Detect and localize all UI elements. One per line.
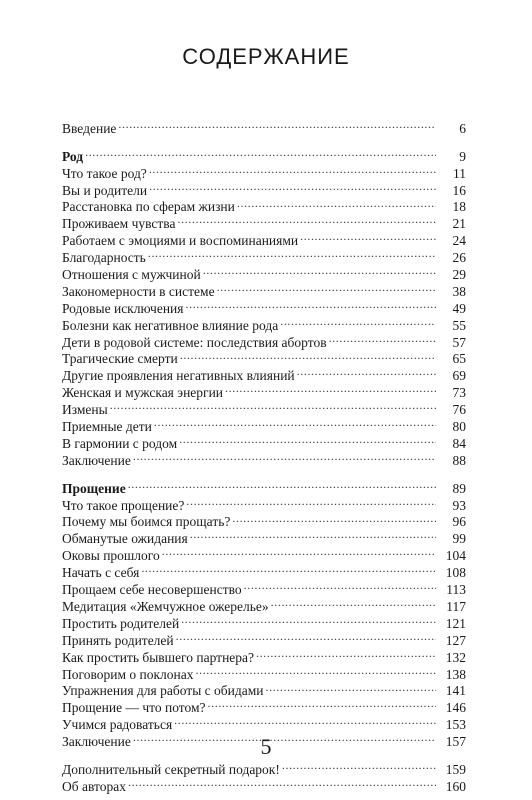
toc-entry-label: Дополнительный секретный подарок! — [62, 761, 280, 777]
toc-entry-page: 6 — [459, 120, 466, 136]
toc-entry-page: 117 — [446, 598, 466, 614]
toc-entry-label: Оковы прошлого — [62, 548, 160, 564]
toc-entry-label: Что такое род? — [62, 165, 147, 181]
toc-entry-label: Вы и родители — [62, 182, 148, 198]
toc-entry-label: Трагические смерти — [62, 351, 178, 367]
toc-entry-page: 153 — [445, 717, 466, 733]
dot-leader — [217, 279, 436, 296]
toc-entry-label: Прощение — что потом? — [62, 700, 206, 716]
dot-leader — [180, 347, 436, 364]
toc-entry-page: 96 — [452, 514, 466, 530]
dot-leader — [256, 645, 436, 662]
toc-entry-page: 146 — [445, 700, 466, 716]
page-title: СОДЕРЖАНИЕ — [182, 44, 350, 69]
dot-leader — [237, 195, 436, 212]
toc-entry-page: 113 — [446, 582, 466, 598]
dot-leader — [154, 414, 436, 431]
toc-entry-label: Об авторах — [62, 778, 126, 794]
toc-entry-page: 18 — [452, 199, 466, 215]
dot-leader — [329, 330, 436, 347]
toc-entry-label: Дети в родовой системе: последствия абортов — [62, 334, 327, 350]
dot-leader — [176, 628, 436, 645]
dot-leader — [128, 476, 436, 493]
dot-leader — [244, 577, 436, 594]
toc-entry-page: 132 — [445, 649, 466, 665]
toc-entry — [62, 397, 466, 418]
dot-leader — [128, 774, 436, 791]
toc-entry-label: Упражнения для работы с обидами — [62, 683, 264, 699]
dot-leader — [300, 228, 436, 245]
toc-entry-page: 88 — [452, 452, 466, 468]
toc-entry-label: Заключение — [62, 734, 131, 750]
toc-entry-page: 84 — [452, 435, 466, 451]
dot-leader — [280, 313, 436, 330]
dot-leader — [110, 397, 436, 414]
toc-entry-page: 80 — [452, 419, 466, 435]
dot-leader — [141, 560, 436, 577]
toc-entry-page: 26 — [452, 250, 466, 266]
toc-entry-label: Обманутые ожидания — [62, 531, 188, 547]
dot-leader — [133, 448, 436, 465]
dot-leader — [186, 493, 436, 510]
section-entries — [62, 161, 466, 468]
dot-leader — [265, 679, 436, 696]
appendix-entries — [62, 757, 466, 794]
table-of-contents — [62, 116, 466, 794]
dot-leader — [162, 543, 436, 560]
toc-entry-label: Другие проявления негативных влияний — [62, 368, 295, 384]
dot-leader — [149, 161, 436, 178]
dot-leader — [208, 695, 436, 712]
toc-entry-page: 99 — [452, 531, 466, 547]
toc-entry-page: 93 — [452, 497, 466, 513]
toc-entry-page: 29 — [452, 267, 466, 283]
toc-entry-page: 160 — [445, 778, 466, 794]
toc-entry-intro — [62, 116, 466, 136]
toc-entry-page: 38 — [452, 283, 466, 299]
toc-entry-label: Простить родителей — [62, 615, 180, 631]
toc-entry-label: Медитация «Жемчужное ожерелье» — [62, 598, 269, 614]
toc-entry — [62, 414, 466, 435]
toc-entry-page: 127 — [445, 632, 466, 648]
dot-leader — [196, 662, 437, 679]
toc-entry-page: 141 — [445, 683, 466, 699]
toc-entry-page: 73 — [452, 385, 466, 401]
toc-entry-page: 57 — [452, 334, 466, 350]
toc-entry-page: 24 — [452, 233, 466, 249]
toc-entry-label: Прощаем себе несовершенство — [62, 582, 242, 598]
toc-entry-label: Расстановка по сферам жизни — [62, 199, 235, 215]
dot-leader — [85, 144, 436, 161]
toc-entry-label: Приемные дети — [62, 419, 152, 435]
dot-leader — [148, 245, 436, 262]
dot-leader — [190, 526, 436, 543]
toc-entry-page: 104 — [445, 548, 466, 564]
toc-entry-label: В гармонии с родом — [62, 435, 178, 451]
section-spacer — [62, 133, 466, 144]
dot-leader — [232, 510, 436, 527]
toc-entry-page: 157 — [445, 734, 466, 750]
dot-leader — [271, 594, 436, 611]
dot-leader — [203, 262, 436, 279]
toc-entry-label: Что такое прощение? — [62, 497, 185, 513]
toc-entry-label: Как простить бывшего партнера? — [62, 649, 255, 665]
toc-entry-label: Введение — [62, 120, 117, 136]
toc-entry-label: Поговорим о поклонах — [62, 666, 194, 682]
dot-leader — [149, 178, 436, 195]
toc-entry-label: Начать с себя — [62, 565, 140, 581]
toc-section-heading — [62, 476, 466, 496]
toc-entry-page: 69 — [452, 368, 466, 384]
toc-entry-page: 76 — [452, 402, 466, 418]
toc-entry-page: 21 — [452, 216, 466, 232]
section-heading-label: Прощение — [62, 480, 126, 496]
dot-leader — [181, 611, 436, 628]
toc-entry-label: Родовые исключения — [62, 300, 184, 316]
toc-entry-page: 159 — [445, 761, 466, 777]
toc-entry-page: 65 — [452, 351, 466, 367]
toc-entry-label: Отношения с мужчиной — [62, 267, 201, 283]
section-entries — [62, 493, 466, 750]
section-heading-page: 89 — [452, 480, 466, 496]
dot-leader — [179, 431, 436, 448]
section-heading-page: 9 — [459, 148, 466, 164]
toc-entry-label: Принять родителей — [62, 632, 174, 648]
toc-entry-label: Работаем с эмоциями и воспоминаниями — [62, 233, 299, 249]
toc-entry-label: Учимся радоваться — [62, 717, 173, 733]
toc-entry-label: Благодарность — [62, 250, 146, 266]
toc-entry-page: 16 — [452, 182, 466, 198]
toc-entry-label: Измены — [62, 402, 108, 418]
toc-entry-label: Проживаем чувства — [62, 216, 176, 232]
toc-entry-page: 108 — [445, 565, 466, 581]
dot-leader — [297, 363, 436, 380]
page-number: 5 — [260, 734, 272, 759]
toc-entry-page: 121 — [445, 615, 466, 631]
toc-entry — [62, 161, 466, 181]
dot-leader — [186, 296, 437, 313]
dot-leader — [177, 211, 436, 228]
section-heading-label: Род — [62, 148, 84, 164]
toc-entry-page: 49 — [452, 300, 466, 316]
toc-entry-label: Почему мы боимся прощать? — [62, 514, 231, 530]
toc-section-heading — [62, 144, 466, 164]
toc-entry-label: Заключение — [62, 452, 131, 468]
dot-leader — [225, 380, 436, 397]
toc-entry-page: 55 — [452, 317, 466, 333]
toc-entry-label: Болезни как негативное влияние рода — [62, 317, 279, 333]
dot-leader — [174, 712, 436, 729]
toc-entry-label: Женская и мужская энергии — [62, 385, 224, 401]
toc-entry-page: 11 — [453, 165, 466, 181]
toc-entry-label: Закономерности в системе — [62, 283, 215, 299]
dot-leader — [118, 116, 436, 133]
toc-entry-page: 138 — [445, 666, 466, 682]
